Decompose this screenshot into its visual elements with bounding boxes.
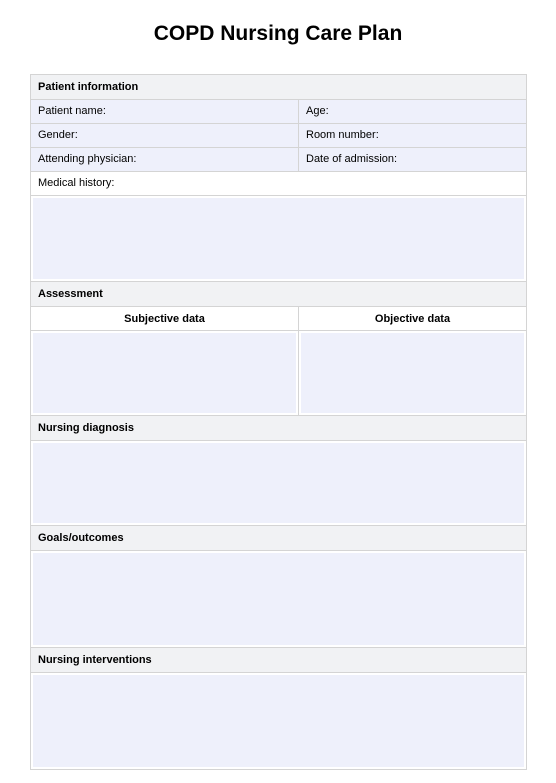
nursing-diagnosis-box	[31, 441, 526, 526]
nursing-interventions-input[interactable]	[33, 675, 524, 767]
nursing-diagnosis-input[interactable]	[33, 443, 524, 523]
medical-history-label: Medical history:	[38, 177, 115, 189]
objective-data-cell	[299, 331, 526, 415]
attending-physician-field[interactable]: Attending physician:	[31, 148, 299, 171]
form-row	[31, 124, 526, 148]
assessment-column-headers	[31, 307, 526, 331]
assessment-fields	[31, 331, 526, 416]
section-header-nursing-diagnosis: Nursing diagnosis	[31, 416, 526, 441]
date-of-admission-field[interactable]: Date of admission:	[299, 148, 526, 171]
medical-history-box	[31, 196, 526, 282]
care-plan-form	[30, 74, 527, 770]
subjective-data-cell	[31, 331, 299, 415]
age-field[interactable]: Age:	[299, 100, 526, 123]
objective-data-header: Objective data	[374, 313, 451, 325]
section-header-nursing-interventions: Nursing interventions	[31, 648, 526, 673]
page-title: COPD Nursing Care Plan	[153, 22, 403, 45]
nursing-interventions-box	[31, 673, 526, 770]
goals-outcomes-input[interactable]	[33, 553, 524, 645]
section-header-assessment: Assessment	[31, 282, 526, 307]
subjective-data-input[interactable]	[33, 333, 296, 413]
patient-name-field[interactable]: Patient name:	[31, 100, 299, 123]
subjective-data-header: Subjective data	[31, 307, 299, 330]
goals-outcomes-box	[31, 551, 526, 648]
section-header-patient-information: Patient information	[31, 75, 526, 100]
form-row	[31, 100, 526, 124]
form-row	[31, 172, 526, 196]
medical-history-input[interactable]	[33, 198, 524, 279]
objective-data-input[interactable]	[301, 333, 524, 413]
form-row	[31, 148, 526, 172]
gender-field[interactable]: Gender:	[31, 124, 299, 147]
room-number-field[interactable]: Room number:	[299, 124, 526, 147]
section-header-goals-outcomes: Goals/outcomes	[31, 526, 526, 551]
